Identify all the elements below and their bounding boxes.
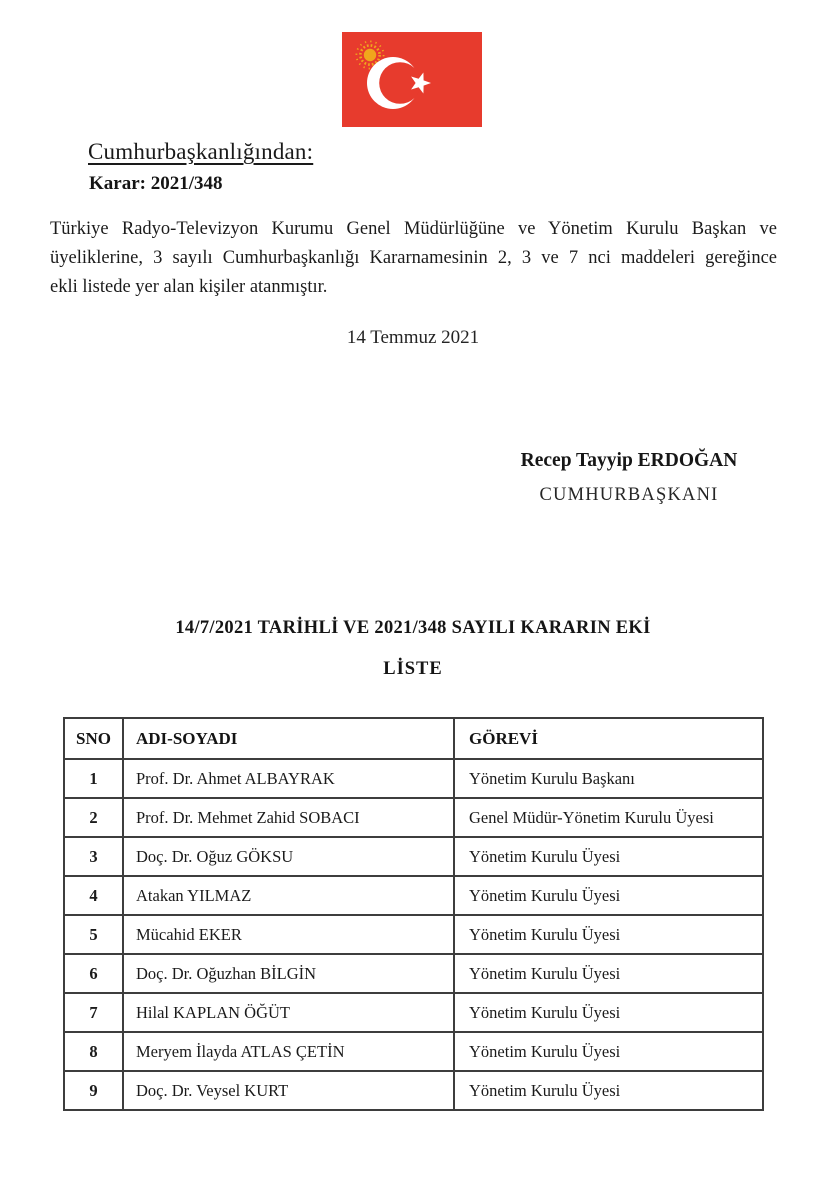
cell-name: Doç. Dr. Veysel KURT [123,1071,454,1110]
cell-name: Prof. Dr. Mehmet Zahid SOBACI [123,798,454,837]
table-row [64,954,763,993]
appointment-table [63,717,764,1111]
cell-name: Meryem İlayda ATLAS ÇETİN [123,1032,454,1071]
cell-role: Yönetim Kurulu Üyesi [454,915,763,954]
table-row [64,759,763,798]
cell-name: Doç. Dr. Oğuzhan BİLGİN [123,954,454,993]
table-row [64,1032,763,1071]
cell-sno: 1 [64,759,123,798]
column-header-sno: SNO [64,718,123,759]
table-row [64,993,763,1032]
flag-graphic [342,32,482,127]
decree-body-line: ekli listede yer alan kişiler atanmıştır. [50,277,328,297]
cell-role: Yönetim Kurulu Üyesi [454,993,763,1032]
table-row [64,798,763,837]
table-row [64,876,763,915]
cell-name: Hilal KAPLAN ÖĞÜT [123,993,454,1032]
issuer-heading: Cumhurbaşkanlığından: [88,139,314,164]
decree-body-line: üyeliklerine, 3 sayılı Cumhurbaşkanlığı Kararnamesinin 2, 3 ve 7 nci maddeleri gereğince [50,248,777,268]
cell-role: Yönetim Kurulu Üyesi [454,1032,763,1071]
cell-name: Prof. Dr. Ahmet ALBAYRAK [123,759,454,798]
signer-name: Recep Tayyip ERDOĞAN [520,450,738,471]
decree-date: 14 Temmuz 2021 [346,327,480,348]
annex-title: 14/7/2021 TARİHLİ VE 2021/348 SAYILI KARARIN EKİ [175,618,651,638]
signer-title: CUMHURBAŞKANI [539,485,719,505]
cell-role: Genel Müdür-Yönetim Kurulu Üyesi [454,798,763,837]
table-row [64,915,763,954]
table-row [64,837,763,876]
cell-sno: 9 [64,1071,123,1110]
turkish-presidential-flag [342,32,482,127]
cell-name: Mücahid EKER [123,915,454,954]
cell-role: Yönetim Kurulu Üyesi [454,876,763,915]
cell-name: Doç. Dr. Oğuz GÖKSU [123,837,454,876]
signature-block [429,450,826,506]
cell-sno: 4 [64,876,123,915]
cell-sno: 2 [64,798,123,837]
cell-role: Yönetim Kurulu Üyesi [454,954,763,993]
cell-role: Yönetim Kurulu Üyesi [454,1071,763,1110]
cell-role: Yönetim Kurulu Başkanı [454,759,763,798]
cell-name: Atakan YILMAZ [123,876,454,915]
table-row [64,1071,763,1110]
column-header-name: ADI-SOYADI [123,718,454,759]
cell-sno: 8 [64,1032,123,1071]
cell-sno: 6 [64,954,123,993]
cell-sno: 3 [64,837,123,876]
table-header-row [64,718,763,759]
cell-role: Yönetim Kurulu Üyesi [454,837,763,876]
decree-body-line: Türkiye Radyo-Televizyon Kurumu Genel Müdürlüğüne ve Yönetim Kurulu Başkan ve [50,219,777,239]
decision-number: Karar: 2021/348 [89,173,223,194]
column-header-role: GÖREVİ [454,718,763,759]
cell-sno: 5 [64,915,123,954]
cell-sno: 7 [64,993,123,1032]
annex-subtitle: LİSTE [383,659,443,679]
decree-body-paragraph [50,215,777,302]
